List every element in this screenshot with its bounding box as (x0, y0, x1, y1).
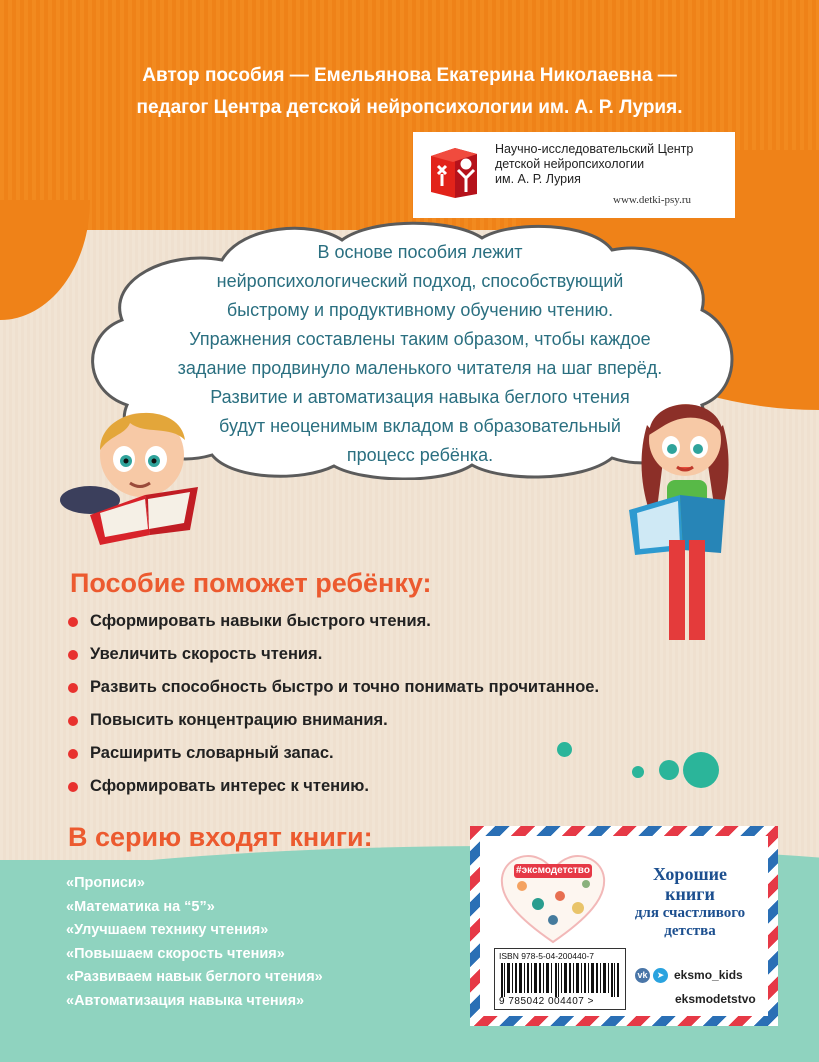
bullet-dot-icon (68, 617, 78, 627)
author-info (0, 60, 819, 124)
bullet-dot-icon (68, 782, 78, 792)
list-item (62, 737, 599, 770)
author-line-1: Автор пособия — Емельянова Екатерина Николаевна — (142, 65, 677, 86)
list-item: «Автоматизация навыка чтения» (66, 992, 305, 1009)
list-item (62, 638, 599, 671)
list-item (62, 605, 599, 638)
vk-icon: vk (635, 968, 650, 983)
slogan-line-1: Хорошие (652, 864, 727, 884)
list-item: «Прописи» (66, 875, 145, 891)
list-item (62, 770, 599, 803)
decor-dot-icon (659, 760, 679, 780)
cloud-line: процесс ребёнка. (346, 445, 494, 465)
cloud-description (140, 238, 700, 470)
benefit-text: Сформировать интерес к чтению. (90, 777, 369, 795)
list-item (62, 671, 599, 704)
isbn-number: ISBN 978-5-04-200440-7 (499, 951, 594, 961)
telegram-icon: ➤ (653, 968, 668, 983)
ean-number: 9 785042 004407 > (499, 996, 594, 1007)
promo-slogan (620, 864, 760, 940)
bullet-dot-icon (68, 749, 78, 759)
author-line-2: педагог Центра детской нейропсихологии им. А. Р. Лурия. (136, 97, 683, 118)
list-item: «Повышаем скорость чтения» (66, 945, 285, 962)
slogan-line-2: книги (665, 884, 715, 904)
benefit-text: Развить способность быстро и точно понимать прочитанное. (90, 678, 600, 696)
benefit-text: Сформировать навыки быстрого чтения. (90, 612, 431, 630)
center-name-line-1: Научно-исследовательский Центр (495, 142, 694, 156)
benefits-list (62, 605, 599, 803)
series-book-list (66, 872, 323, 1013)
social-handle: eksmo_kids (674, 968, 743, 982)
list-item: «Развиваем навык беглого чтения» (66, 969, 323, 985)
slogan-line-3: для счастливого (634, 905, 746, 921)
bullet-dot-icon (68, 716, 78, 726)
boy-reading-illustration (50, 395, 200, 550)
isbn-barcode-box (494, 948, 626, 1010)
decor-dot-icon (683, 752, 719, 788)
list-item (62, 704, 599, 737)
series-title: В серию входят книги: (68, 822, 373, 852)
bullet-dot-icon (68, 683, 78, 693)
slogan-line-4: детства (664, 923, 716, 939)
social-links (635, 964, 765, 1006)
social-site: eksmodetstvo (675, 992, 756, 1006)
cloud-line: нейропсихологический подход, способствующий (216, 271, 624, 291)
hashtag-badge: #эксмодетство (514, 864, 592, 878)
list-item: «Улучшаем технику чтения» (66, 922, 269, 938)
bullet-dot-icon (68, 650, 78, 660)
cloud-line: Развитие и автоматизация навыка беглого чтения (210, 387, 630, 407)
benefit-text: Расширить словарный запас. (90, 744, 334, 762)
promo-card-inner (480, 836, 768, 1016)
benefit-text: Повысить концентрацию внимания. (90, 711, 388, 729)
decor-dot-icon (632, 766, 644, 778)
cloud-line: В основе пособия лежит (317, 242, 523, 262)
decor-dot-icon (557, 742, 572, 757)
cloud-line: будут неоценимым вкладом в образовательный (219, 416, 621, 436)
social-row (635, 964, 765, 986)
list-item: «Математика на “5”» (66, 898, 215, 915)
center-website: www.detki-psy.ru (613, 194, 692, 206)
cloud-line: быстрому и продуктивному обучению чтению. (226, 300, 614, 320)
barcode-icon (501, 963, 621, 997)
girl-reading-illustration (625, 385, 745, 655)
benefit-text: Увеличить скорость чтения. (90, 645, 323, 663)
publisher-promo-card (470, 826, 778, 1026)
cloud-line: Упражнения составлены таким образом, чтобы каждое (189, 329, 651, 349)
cloud-line: задание продвинуло маленького читателя на шаг вперёд. (177, 358, 663, 378)
research-center-logo-icon (427, 142, 487, 202)
center-name-line-2: детской нейропсихологии (495, 157, 645, 171)
center-name-line-3: им. А. Р. Лурия (495, 172, 581, 186)
research-center-logo-card (413, 132, 735, 218)
benefits-title: Пособие поможет ребёнку: (70, 568, 432, 598)
research-center-name (495, 142, 730, 187)
